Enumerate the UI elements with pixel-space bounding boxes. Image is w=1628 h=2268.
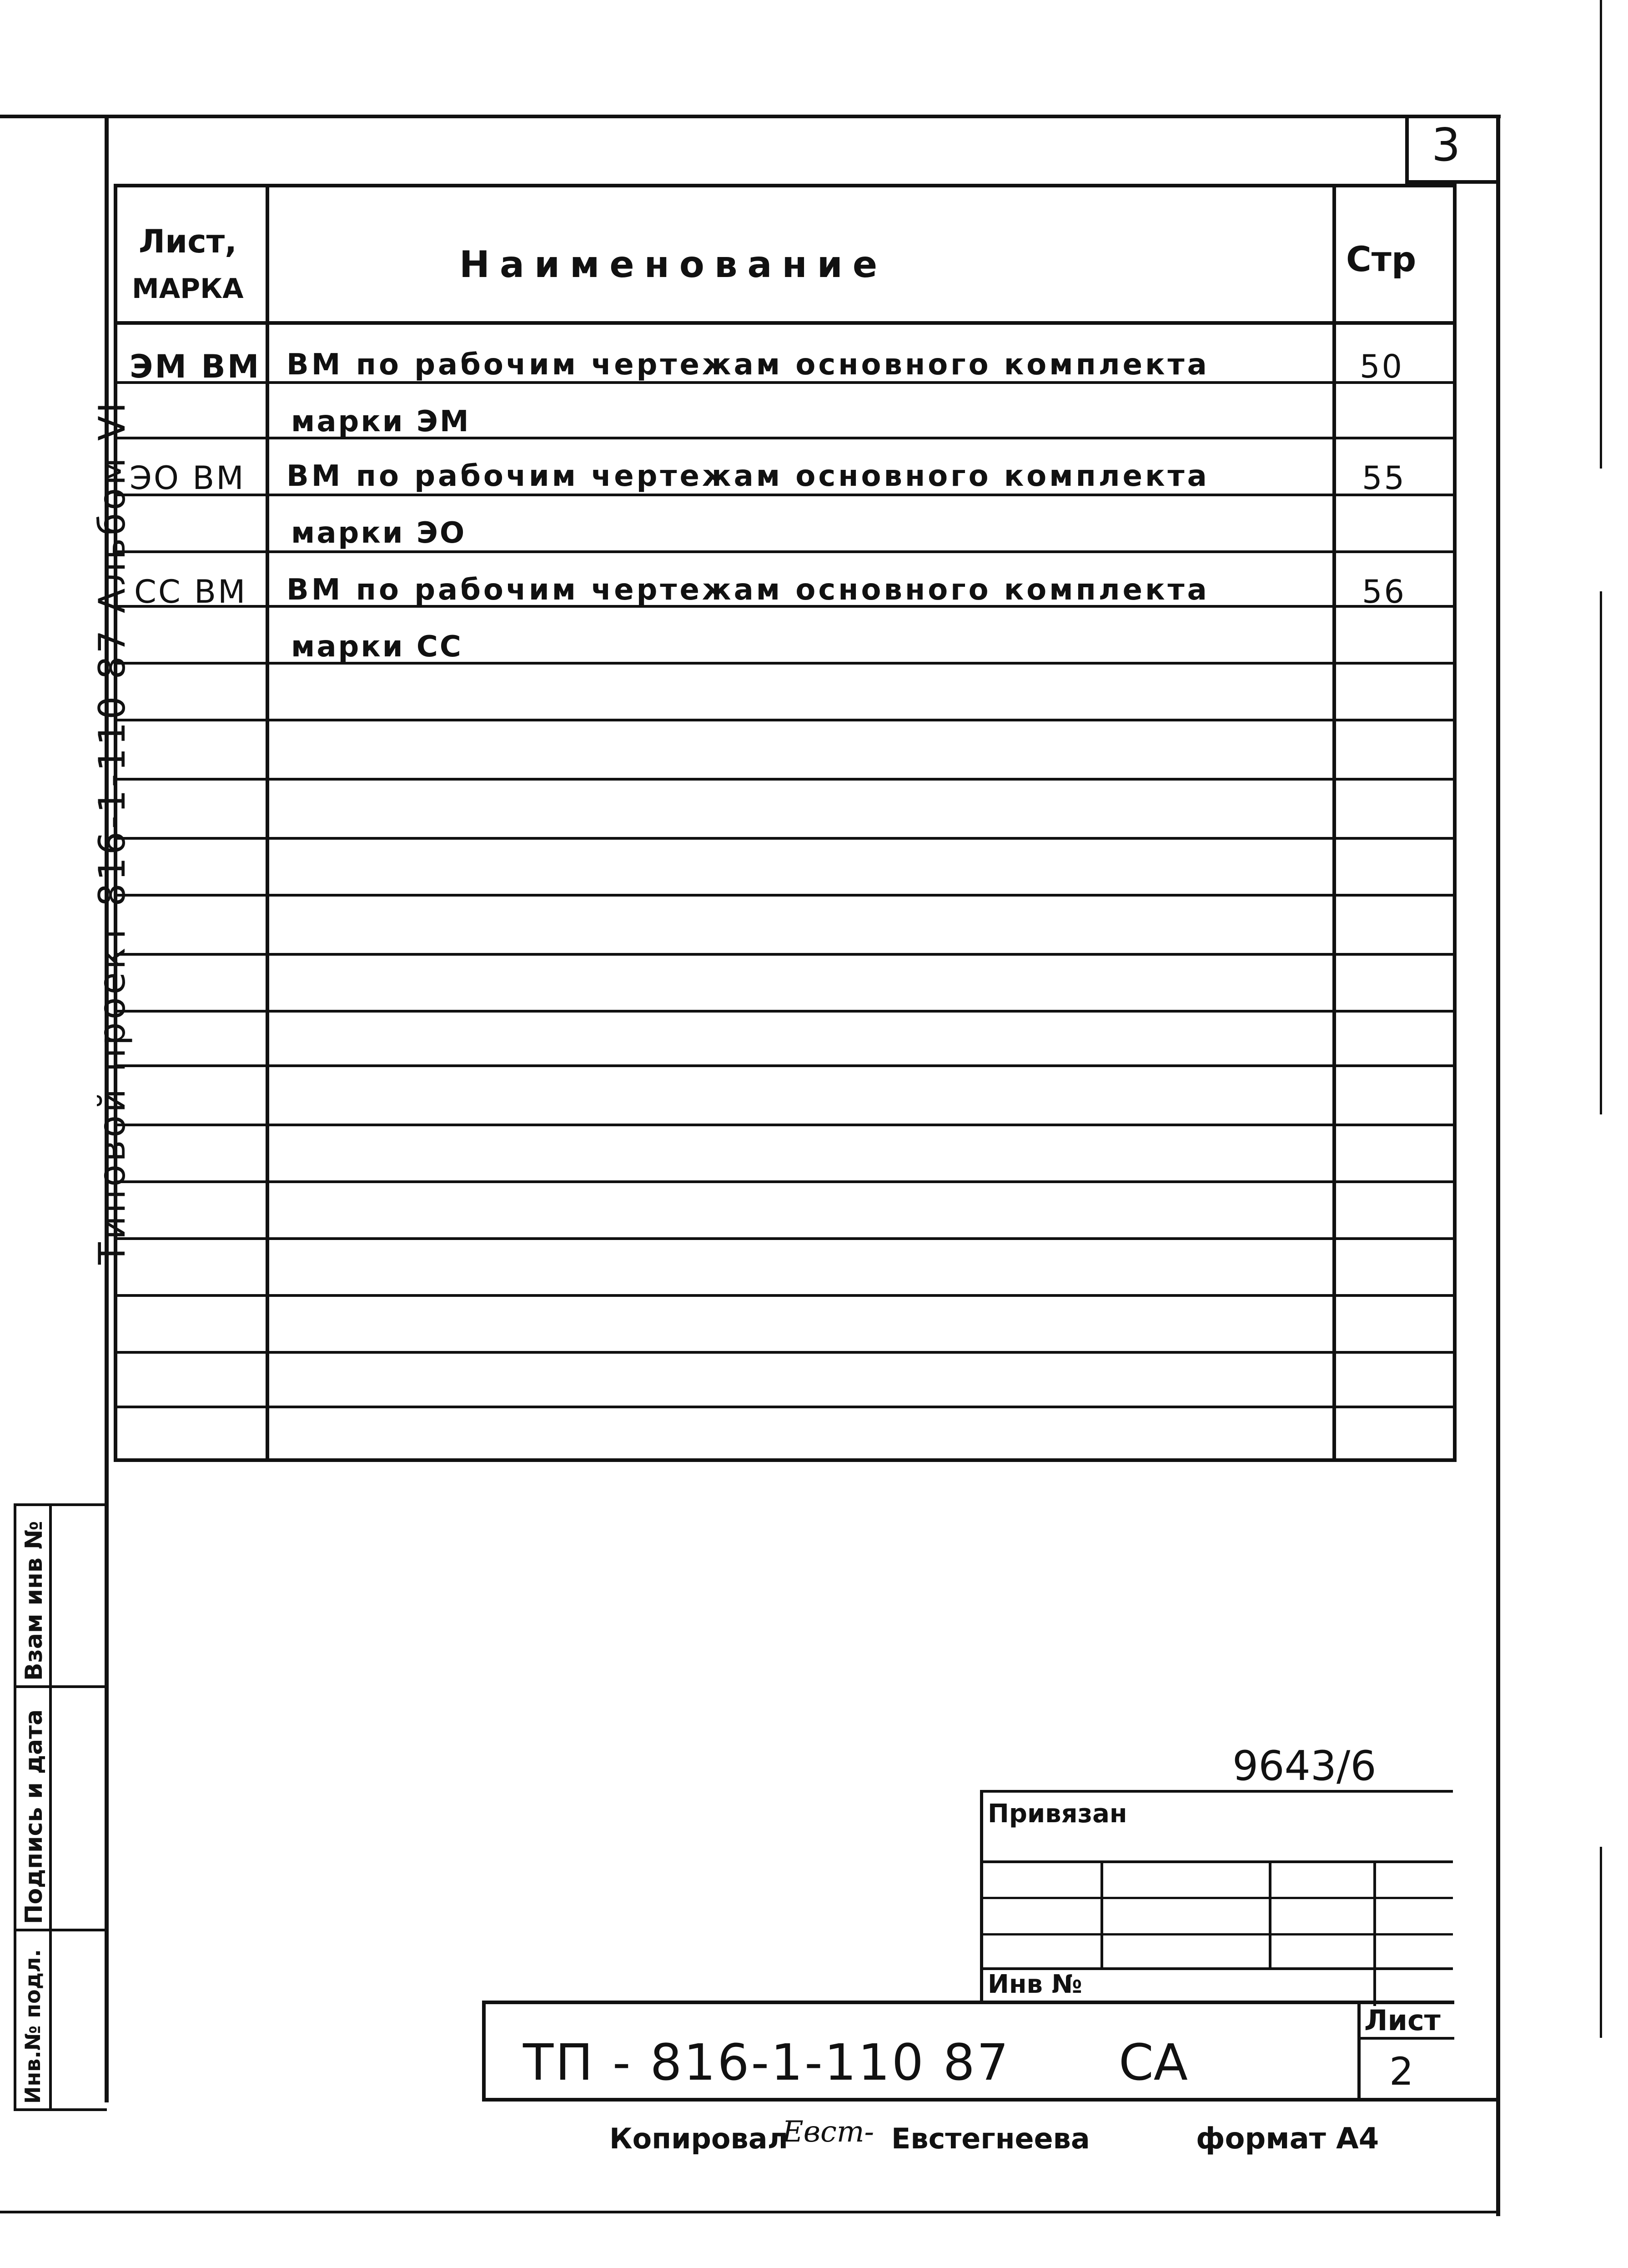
row-5-mark: СС ВМ xyxy=(134,573,247,610)
row-6-name: марки СС xyxy=(291,630,463,664)
footer-signature: Евст- xyxy=(782,2115,874,2149)
table-rule-line xyxy=(114,953,1455,956)
page-number-box-bottom xyxy=(1405,180,1500,184)
table-rule-line xyxy=(114,719,1455,721)
table-col1-line xyxy=(266,184,269,1462)
table-rule-line xyxy=(114,1010,1455,1013)
title-block-list-left xyxy=(1357,2001,1361,2101)
row-3-mark: ЭО ВМ xyxy=(130,459,246,497)
frame-right-line xyxy=(1496,115,1500,2216)
table-rule-line xyxy=(114,1180,1455,1183)
footer-format: формат А4 xyxy=(1196,2122,1379,2156)
header-page-label: Стр xyxy=(1346,239,1417,279)
table-rule-line xyxy=(114,494,1455,496)
table-rule-line xyxy=(114,1294,1455,1297)
scan-edge-line-3 xyxy=(1600,1847,1602,2038)
title-block-list-sep xyxy=(1357,2037,1454,2040)
privyazan-col2 xyxy=(1269,1860,1271,1970)
page-number: 3 xyxy=(1432,118,1461,171)
left-stamp-bottom xyxy=(14,2108,107,2111)
title-block-type: СА xyxy=(1119,2033,1188,2092)
title-block-left xyxy=(482,2001,486,2101)
table-header-bottom-line xyxy=(114,321,1455,325)
row-3-name: ВМ по рабочим чертежам основного комплекта xyxy=(286,459,1210,493)
left-stamp-inv-podl: Инв.№ подл. xyxy=(20,1949,45,2104)
privyazan-sep1 xyxy=(980,1860,1453,1863)
frame-top-line xyxy=(0,115,1501,118)
left-stamp-sep1 xyxy=(14,1685,107,1688)
row-5-name: ВМ по рабочим чертежам основного комплекта xyxy=(286,573,1210,607)
doc-number: 9643/6 xyxy=(1232,1742,1377,1790)
left-stamp-podpis: Подпись и дата xyxy=(20,1709,48,1924)
page-number-box-left xyxy=(1405,115,1409,183)
header-name-label: Наименование xyxy=(459,243,888,286)
table-rule-line xyxy=(114,1237,1455,1240)
title-block-list-value: 2 xyxy=(1389,2049,1414,2094)
title-block-list-label: Лист xyxy=(1364,2004,1441,2037)
privyazan-col3 xyxy=(1373,1860,1376,2006)
table-rule-line xyxy=(114,837,1455,840)
footer-copier-name: Евстегнеева xyxy=(891,2122,1090,2155)
left-stamp-vzam: Взам инв № xyxy=(20,1521,48,1681)
header-sheet-label: Лист, xyxy=(139,223,237,260)
privyazan-label: Привязан xyxy=(988,1799,1127,1829)
table-rule-line xyxy=(114,1351,1455,1354)
privyazan-top xyxy=(980,1790,1453,1793)
table-right-line xyxy=(1453,184,1457,1462)
privyazan-col1 xyxy=(1100,1860,1103,1970)
table-rule-line xyxy=(114,894,1455,897)
table-col2-line xyxy=(1332,184,1336,1462)
scan-edge-line-2 xyxy=(1600,591,1602,1114)
row-2-name: марки ЭМ xyxy=(291,405,471,438)
title-block-code: ТП - 816-1-110 87 xyxy=(523,2033,1010,2092)
row-5-page: 56 xyxy=(1362,573,1407,610)
row-3-page: 55 xyxy=(1362,459,1407,497)
left-stamp-top xyxy=(14,1503,107,1506)
row-1-page: 50 xyxy=(1360,348,1404,385)
table-rule-line xyxy=(114,1064,1455,1067)
side-project-label: Типовой проект 816-1-110 87 Альбом VI xyxy=(91,399,133,1265)
footer-copied-label: Копировал xyxy=(609,2122,789,2155)
row-1-mark: ЭМ ВМ xyxy=(130,348,261,385)
outer-bottom-line xyxy=(0,2211,1500,2213)
scan-edge-line xyxy=(1600,0,1602,469)
left-stamp-mid xyxy=(49,1503,52,2111)
table-rule-line xyxy=(114,550,1455,553)
table-top-line xyxy=(114,184,1455,187)
left-stamp-left xyxy=(14,1503,16,2111)
title-block-top xyxy=(482,2001,1454,2004)
frame-bottom-line xyxy=(482,2098,1500,2102)
table-rule-line xyxy=(114,1406,1455,1408)
row-1-name: ВМ по рабочим чертежам основного комплекта xyxy=(286,348,1210,382)
privyazan-sep2 xyxy=(980,1897,1453,1899)
header-mark-label: МАРКА xyxy=(132,273,244,305)
privyazan-sep3 xyxy=(980,1933,1453,1935)
inv-no-label: Инв № xyxy=(988,1970,1082,1999)
table-rule-line xyxy=(114,1124,1455,1126)
left-stamp-sep2 xyxy=(14,1929,107,1931)
row-4-name: марки ЭО xyxy=(291,516,467,550)
table-bottom-line xyxy=(114,1458,1455,1462)
table-rule-line xyxy=(114,778,1455,781)
